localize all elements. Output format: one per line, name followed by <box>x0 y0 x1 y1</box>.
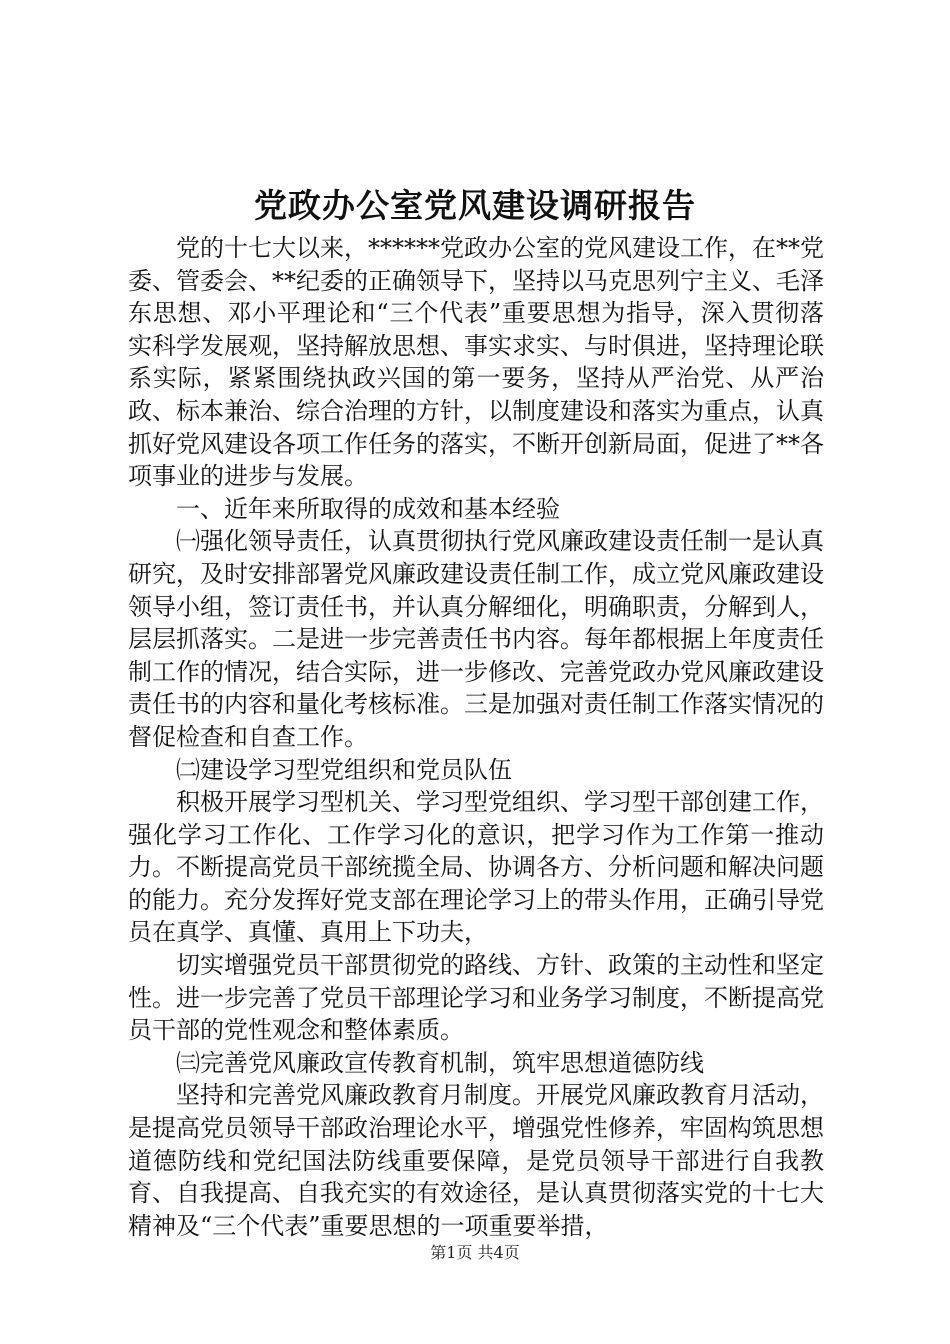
paragraph-subsection-1: ㈠强化领导责任，认真贯彻执行党风廉政建设责任制一是认真研究，及时安排部署党风廉政建设责任制工作，成立党风廉政建设领导小组，签订责任书，并认真分解细化，明确职责，分解到人，层层抓落实。二是进一步完善责任书内容。每年都根据上年度责任制工作的情况，结合实际，进一步修改、完善党政办党风廉政建设责任书的内容和量化考核标准。三是加强对责任制工作落实情况的督促检查和自查工作。 <box>128 527 824 751</box>
subsection-heading-2: ㈡建设学习型党组织和党员队伍 <box>176 755 512 784</box>
page-number-footer: 第1页 共4页 <box>430 1243 520 1262</box>
paragraph-subsection-2-cont: 切实增强党员干部贯彻党的路线、方针、政策的主动性和坚定性。进一步完善了党员干部理论学习和业务学习制度，不断提高党员干部的党性观念和整体素质。 <box>128 951 824 1045</box>
subsection-heading-3: ㈢完善党风廉政宣传教育机制，筑牢思想道德防线 <box>176 1048 704 1077</box>
section-heading-1: 一、近年来所取得的成效和基本经验 <box>176 494 560 523</box>
document-body <box>128 232 824 1242</box>
paragraph-subsection-3: 坚持和完善党风廉政教育月制度。开展党风廉政教育月活动，是提高党员领导干部政治理论水平，增强党性修养，牢固构筑思想道德防线和党纪国法防线重要保障，是党员领导干部进行自我教育、自我提高、自我充实的有效途径，是认真贯彻落实党的十七大精神及“三个代表”重要思想的一项重要举措， <box>128 1081 824 1240</box>
paragraph-intro: 党的十七大以来，******党政办公室的党风建设工作，在**党委、管委会、**纪委的正确领导下，坚持以马克思列宁主义、毛泽东思想、邓小平理论和“三个代表”重要思想为指导，深入贯彻落实科学发展观，坚持解放思想、事实求实、与时俱进，坚持理论联系实际，紧紧围绕执政兴国的第一要务，坚持从严治党、从严治政、标本兼治、综合治理的方针，以制度建设和落实为重点，认真抓好党风建设各项工作任务的落实，不断开创新局面，促进了**各项事业的进步与发展。 <box>128 234 824 491</box>
paragraph-subsection-2: 积极开展学习型机关、学习型党组织、学习型干部创建工作，强化学习工作化、工作学习化的意识，把学习作为工作第一推动力。不断提高党员干部统揽全局、协调各方、分析问题和解决问题的能力。充分发挥好党支部在理论学习上的带头作用，正确引导党员在真学、真懂、真用上下功夫， <box>128 788 824 947</box>
document-title: 党政办公室党风建设调研报告 <box>254 186 696 225</box>
